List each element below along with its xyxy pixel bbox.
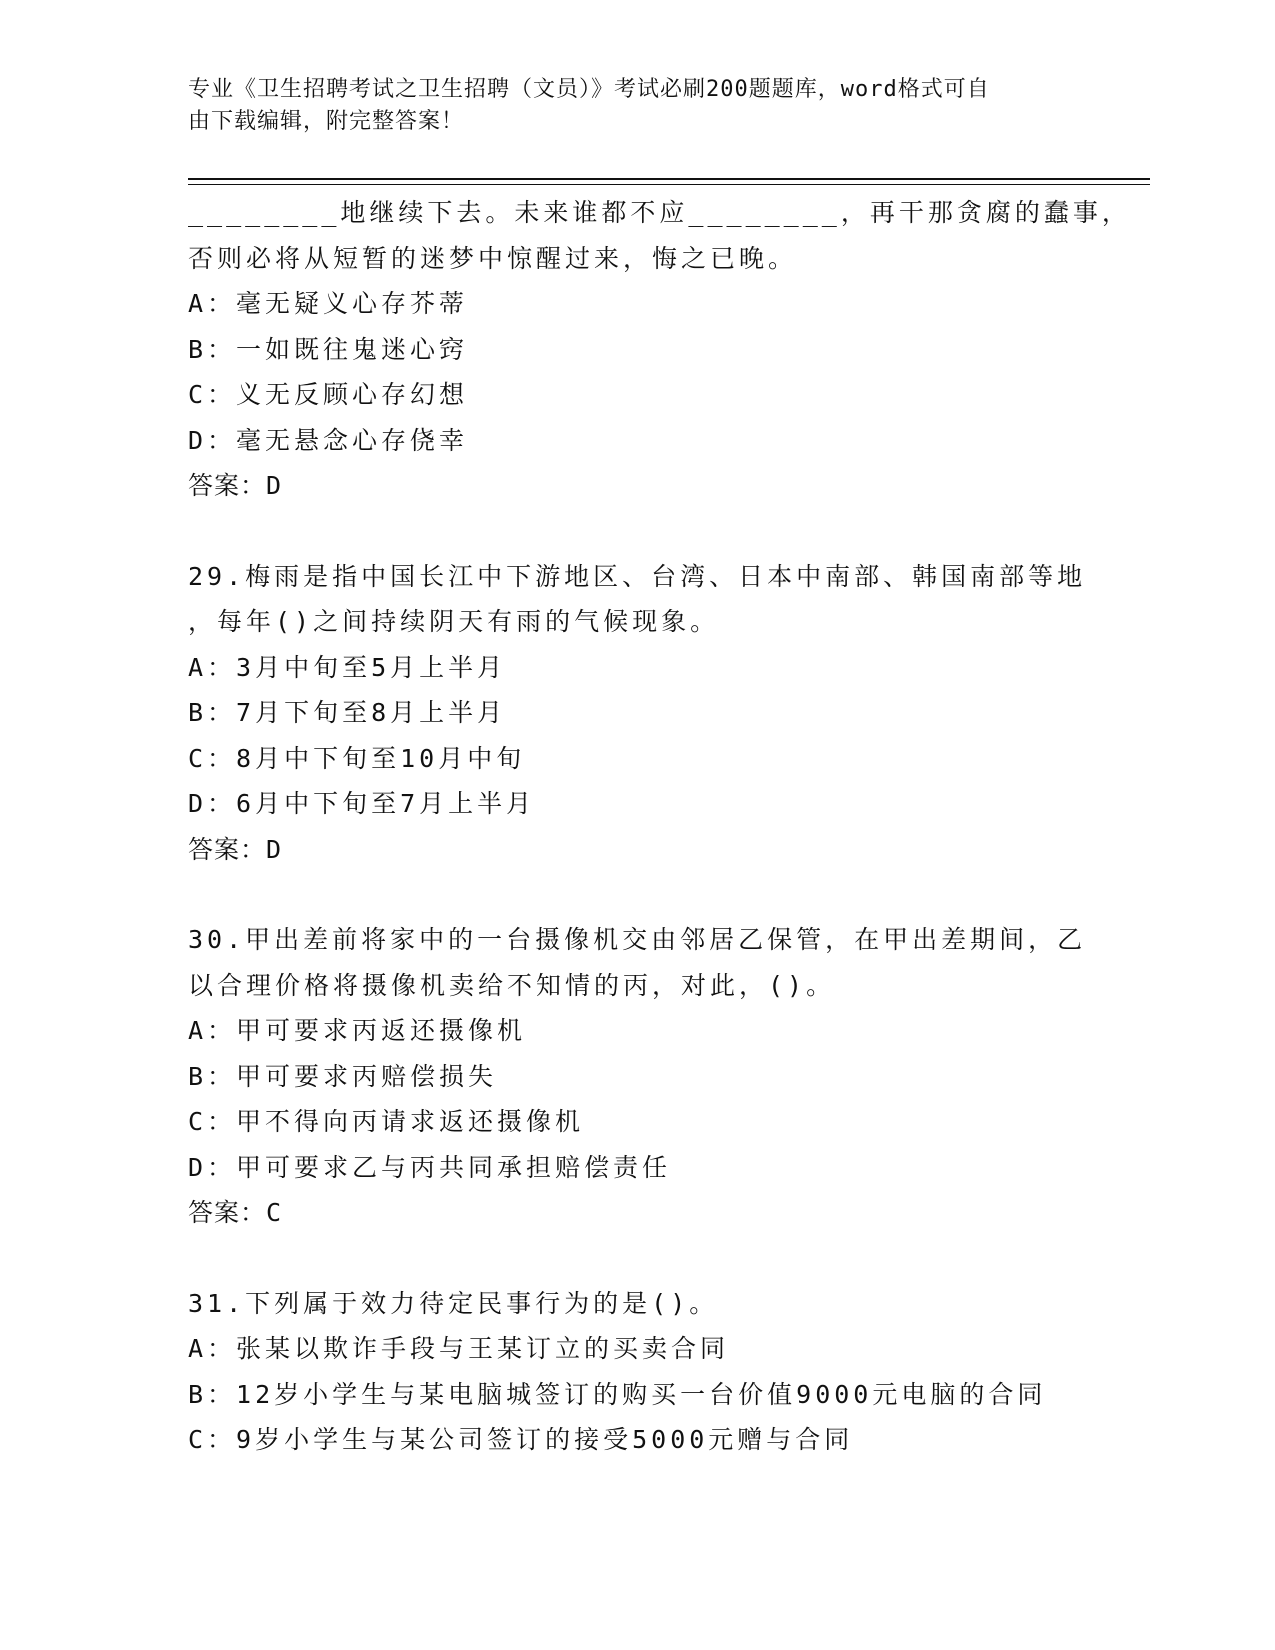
header-divider-thin [188,184,1150,185]
option-c: C：9岁小学生与某公司签订的接受5000元赠与合同 [188,1425,854,1454]
answer-line [188,463,1088,509]
answer-label: 答案： [188,1198,267,1227]
question-31 [188,1281,1088,1463]
header-line-2: 由下载编辑，附完整答案！ [188,109,465,134]
option-b: B：7月下旬至8月上半月 [188,698,507,727]
option-c: C：甲不得向丙请求返还摄像机 [188,1107,585,1136]
header-divider-thick [188,178,1150,180]
answer-label: 答案： [188,834,267,864]
question-stem-line: ________地继续下去。未来谁都不应________，再干那贪腐的蠢事， [188,198,1131,227]
question-29 [188,554,1088,873]
header-line-1: 专业《卫生招聘考试之卫生招聘（文员）》考试必刷200题题库，word格式可自 [188,77,990,102]
question-list [188,190,1131,1463]
question-spacer [188,872,1088,917]
answer-line [188,1190,1088,1236]
answer-label: 答案： [188,471,267,500]
option-b: B：12岁小学生与某电脑城签订的购买一台价值9000元电脑的合同 [188,1379,1047,1409]
question-stem-line: 31.下列属于效力待定民事行为的是()。 [188,1288,719,1318]
question-stem-line: 以合理价格将摄像机卖给不知情的丙，对此，()。 [188,970,836,1000]
option-d: D：毫无悬念心存侥幸 [188,425,469,455]
document-header [188,74,1068,138]
question-stem-line: 29.梅雨是指中国长江中下游地区、台湾、日本中南部、韩国南部等地 [188,561,1087,591]
option-b: B：一如既往鬼迷心窍 [188,334,469,364]
question-30 [188,917,1088,1236]
option-b: B：甲可要求丙赔偿损失 [188,1061,498,1091]
question-28 [188,190,1131,509]
option-a: A：甲可要求丙返还摄像机 [188,1016,527,1045]
answer-value: C [266,1198,283,1227]
answer-value: D [266,471,283,500]
option-c: C：8月中下旬至10月中旬 [188,743,526,773]
question-stem-line: 否则必将从短暂的迷梦中惊醒过来，悔之已晚。 [188,243,798,273]
option-d: D：甲可要求乙与丙共同承担赔偿责任 [188,1152,672,1182]
option-c: C：义无反顾心存幻想 [188,380,469,409]
answer-line [188,827,1088,873]
option-a: A：张某以欺诈手段与王某订立的买卖合同 [188,1334,730,1363]
answer-value: D [266,834,283,864]
option-a: A：毫无疑义心存芥蒂 [188,289,469,318]
option-d: D：6月中下旬至7月上半月 [188,789,536,818]
question-stem-line: 30.甲出差前将家中的一台摄像机交由邻居乙保管，在甲出差期间，乙 [188,925,1087,954]
question-stem-line: ，每年()之间持续阴天有雨的气候现象。 [188,607,720,636]
question-spacer [188,1236,1088,1281]
question-spacer [188,509,1088,554]
option-a: A：3月中旬至5月上半月 [188,652,507,682]
